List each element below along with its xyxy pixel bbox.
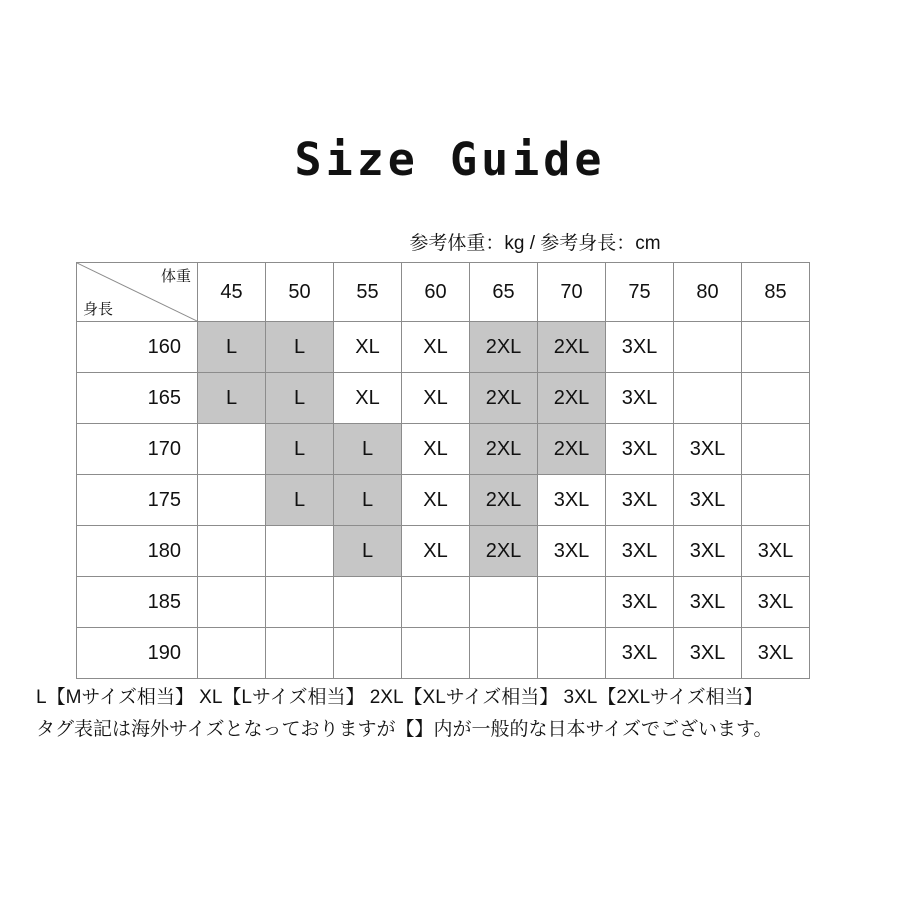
size-cell: XL xyxy=(334,322,402,373)
size-chart-table xyxy=(76,262,810,679)
size-cell: 3XL xyxy=(606,373,674,424)
size-cell: L xyxy=(266,373,334,424)
size-cell: 3XL xyxy=(606,424,674,475)
size-cell xyxy=(198,475,266,526)
weight-header-85: 85 xyxy=(742,263,810,322)
size-cell: 3XL xyxy=(742,628,810,679)
size-cell: 3XL xyxy=(606,322,674,373)
size-cell xyxy=(334,628,402,679)
size-cell: L xyxy=(334,424,402,475)
size-cell: L xyxy=(334,526,402,577)
table-row xyxy=(77,628,810,679)
size-cell xyxy=(742,322,810,373)
size-cell xyxy=(742,373,810,424)
weight-header-55: 55 xyxy=(334,263,402,322)
size-cell xyxy=(538,577,606,628)
size-cell: L xyxy=(266,322,334,373)
height-header-170: 170 xyxy=(77,424,198,475)
weight-header-70: 70 xyxy=(538,263,606,322)
size-cell: 2XL xyxy=(470,322,538,373)
weight-header-80: 80 xyxy=(674,263,742,322)
size-cell xyxy=(198,526,266,577)
size-cell: XL xyxy=(402,526,470,577)
table-row xyxy=(77,577,810,628)
size-cell xyxy=(198,424,266,475)
page-title: Size Guide xyxy=(294,133,606,186)
size-cell: 3XL xyxy=(674,424,742,475)
size-cell: 3XL xyxy=(606,526,674,577)
table-row xyxy=(77,424,810,475)
size-cell xyxy=(674,373,742,424)
size-cell: L xyxy=(266,475,334,526)
weight-header-50: 50 xyxy=(266,263,334,322)
size-cell: 2XL xyxy=(538,322,606,373)
table-row xyxy=(77,526,810,577)
units-note: 参考体重：kg / 参考身長：cm xyxy=(409,233,661,254)
size-cell: 2XL xyxy=(470,475,538,526)
height-axis-label: 身長 xyxy=(83,301,114,318)
weight-header-60: 60 xyxy=(402,263,470,322)
table-row xyxy=(77,475,810,526)
weight-header-75: 75 xyxy=(606,263,674,322)
size-note-line-2: タグ表記は海外サイズとなっておりますが【】内が一般的な日本サイズでございます。 xyxy=(36,719,773,740)
table-row xyxy=(77,373,810,424)
size-cell xyxy=(470,577,538,628)
size-cell: L xyxy=(334,475,402,526)
size-cell xyxy=(470,628,538,679)
size-cell: 3XL xyxy=(742,526,810,577)
size-chart-body xyxy=(77,263,810,679)
size-cell xyxy=(266,526,334,577)
size-cell: L xyxy=(198,373,266,424)
size-cell xyxy=(198,577,266,628)
height-header-160: 160 xyxy=(77,322,198,373)
size-cell xyxy=(538,628,606,679)
size-cell: XL xyxy=(402,424,470,475)
size-cell xyxy=(266,577,334,628)
weight-axis-label: 体重 xyxy=(160,268,191,285)
size-cell xyxy=(266,628,334,679)
size-cell: 3XL xyxy=(606,628,674,679)
size-cell: XL xyxy=(402,322,470,373)
size-cell: 3XL xyxy=(742,577,810,628)
size-notes xyxy=(36,682,876,746)
size-cell: 3XL xyxy=(606,475,674,526)
size-cell xyxy=(402,577,470,628)
size-cell: L xyxy=(198,322,266,373)
size-cell: 2XL xyxy=(470,526,538,577)
height-header-165: 165 xyxy=(77,373,198,424)
size-cell: 3XL xyxy=(674,526,742,577)
size-cell xyxy=(198,628,266,679)
corner-inner xyxy=(77,263,197,321)
size-cell: XL xyxy=(334,373,402,424)
size-cell xyxy=(334,577,402,628)
height-header-185: 185 xyxy=(77,577,198,628)
size-cell: XL xyxy=(402,475,470,526)
size-cell xyxy=(742,475,810,526)
size-cell xyxy=(674,322,742,373)
size-cell: 3XL xyxy=(674,577,742,628)
size-cell: 2XL xyxy=(538,424,606,475)
size-cell xyxy=(402,628,470,679)
size-cell: L xyxy=(266,424,334,475)
size-cell: 2XL xyxy=(470,373,538,424)
size-cell: 2XL xyxy=(538,373,606,424)
weight-header-65: 65 xyxy=(470,263,538,322)
weight-header-45: 45 xyxy=(198,263,266,322)
size-cell: 3XL xyxy=(674,475,742,526)
size-note-line-1: L【Mサイズ相当】 XL【Lサイズ相当】 2XL【XLサイズ相当】 3XL【2XLサイズ相当】 xyxy=(36,687,763,708)
size-cell: 3XL xyxy=(606,577,674,628)
size-cell xyxy=(742,424,810,475)
size-cell: 2XL xyxy=(470,424,538,475)
size-cell: 3XL xyxy=(538,475,606,526)
height-header-190: 190 xyxy=(77,628,198,679)
size-cell: XL xyxy=(402,373,470,424)
size-cell: 3XL xyxy=(674,628,742,679)
table-row xyxy=(77,322,810,373)
height-header-175: 175 xyxy=(77,475,198,526)
table-header-row xyxy=(77,263,810,322)
table-corner-cell xyxy=(77,263,198,322)
size-cell: 3XL xyxy=(538,526,606,577)
height-header-180: 180 xyxy=(77,526,198,577)
